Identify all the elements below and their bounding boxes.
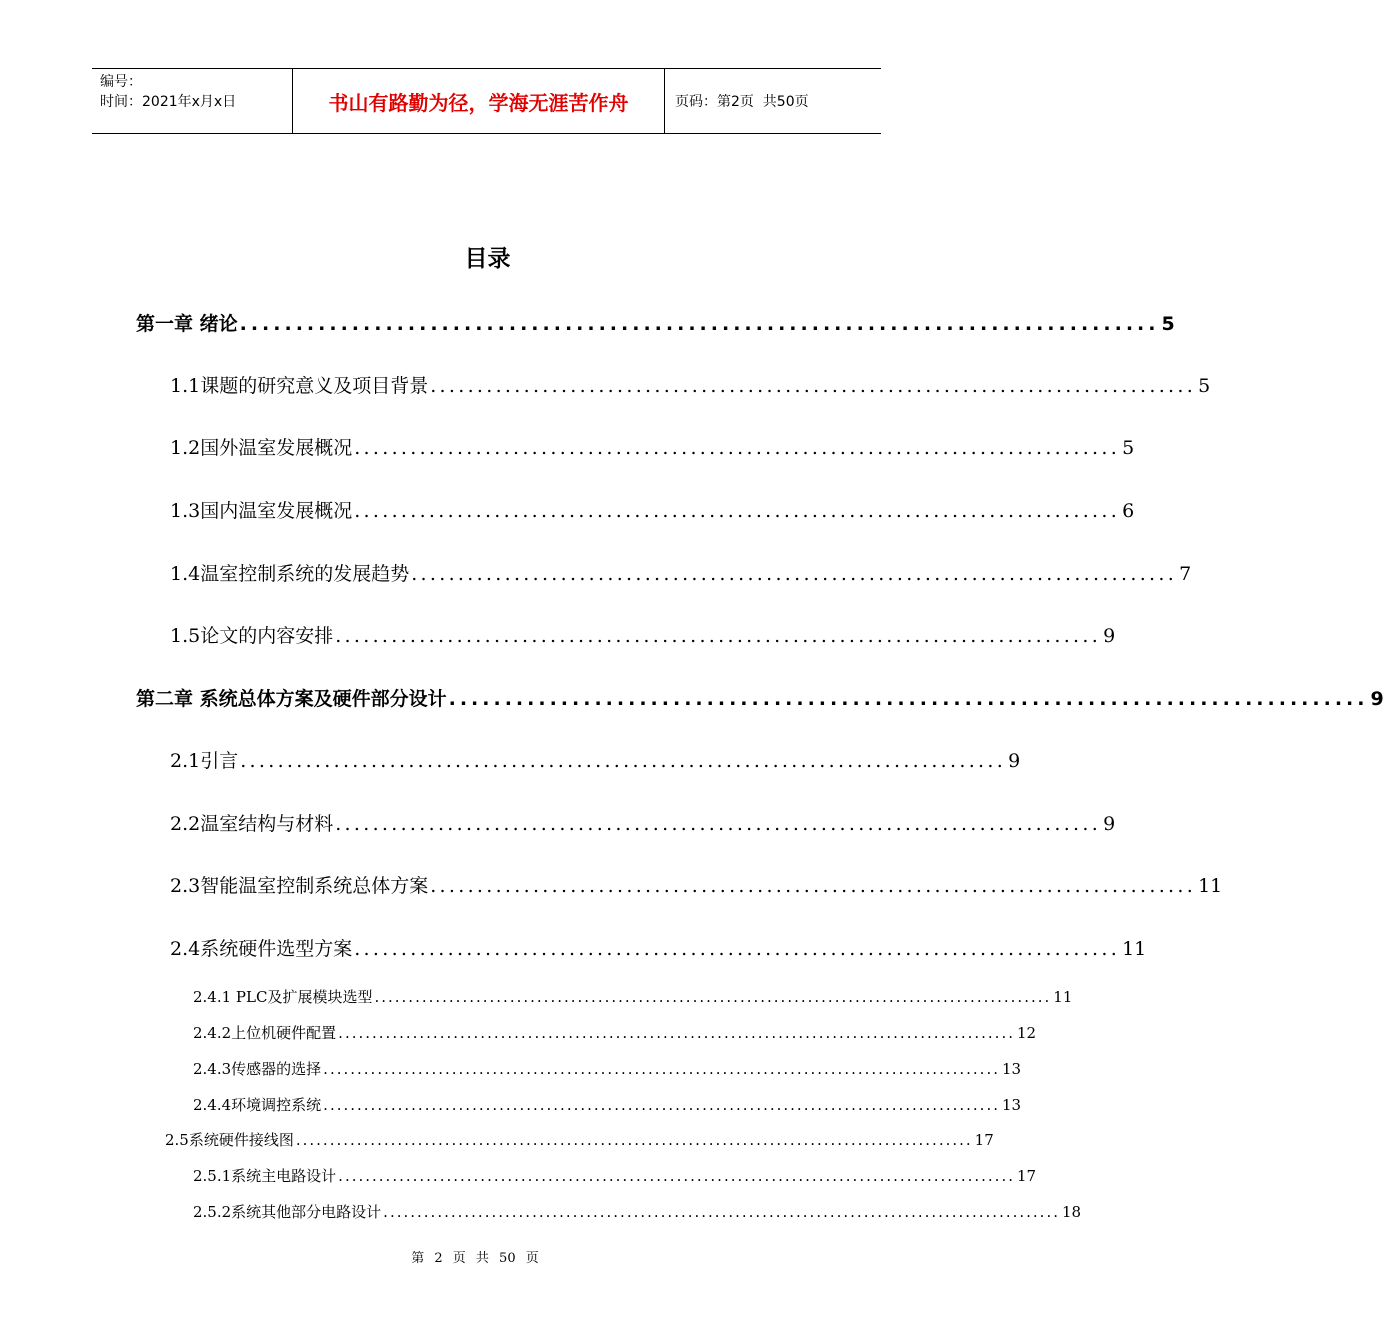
toc-entry-page: 7 [1179, 563, 1192, 585]
toc-entry-page: 5 [1122, 437, 1135, 459]
toc-entry-text: 2.5.1系统主电路设计 [193, 1167, 337, 1185]
toc-entry[interactable] [193, 1094, 1022, 1115]
toc-entry[interactable] [193, 1165, 1037, 1186]
header-right-cell [665, 69, 881, 133]
toc-entry-page: 11 [1198, 875, 1223, 897]
toc-entry[interactable] [170, 934, 1147, 961]
toc-entry-page: 17 [974, 1131, 994, 1149]
toc-entry-page: 9 [1008, 750, 1021, 772]
toc-entry-page: 11 [1122, 938, 1147, 960]
toc-entry[interactable] [193, 1058, 1022, 1079]
toc-leader: .................................................................................. [448, 688, 1369, 710]
toc-leader: .................................................................................. [335, 813, 1102, 835]
toc-entry-page: 9 [1103, 625, 1116, 647]
time-label: 时间：2021年x月x日 [100, 94, 237, 110]
toc-leader: .................................................................................................... [383, 1203, 1060, 1221]
toc-entry-text: 2.4.1 PLC及扩展模块选型 [193, 988, 373, 1006]
page-footer: 第 2 页 共 50 页 [411, 1251, 539, 1266]
toc-leader: .................................................................................. [430, 375, 1197, 397]
toc-leader: .................................................................................. [240, 750, 1007, 772]
toc-entry-text: 2.4.3传感器的选择 [193, 1060, 322, 1078]
toc-entry[interactable] [136, 309, 1175, 336]
toc-entry-text: 2.4.4环境调控系统 [193, 1096, 322, 1114]
toc-entry[interactable] [170, 559, 1192, 586]
toc-entry-page: 6 [1122, 500, 1135, 522]
toc-entry[interactable] [193, 1201, 1082, 1222]
toc-leader: .................................................................................................... [295, 1131, 973, 1149]
header-motto: 书山有路勤为径，学海无涯苦作舟 [293, 69, 665, 133]
toc-entry-text: 2.1引言 [170, 750, 239, 772]
toc-leader: .................................................................................. [354, 938, 1121, 960]
toc-entry[interactable] [170, 496, 1135, 523]
toc-entry-text: 2.4.2上位机硬件配置 [193, 1024, 337, 1042]
toc-leader: .................................................................................. [239, 313, 1160, 335]
toc-entry-page: 13 [1001, 1060, 1022, 1078]
toc-leader: .................................................................................. [354, 500, 1121, 522]
toc-entry-page: 9 [1370, 688, 1384, 710]
toc-entry-text: 2.5.2系统其他部分电路设计 [193, 1203, 382, 1221]
toc-entry-text: 1.3国内温室发展概况 [170, 500, 353, 522]
toc-entry-page: 5 [1198, 375, 1211, 397]
toc-entry[interactable] [170, 809, 1116, 836]
toc-entry-text: 1.4温室控制系统的发展趋势 [170, 563, 410, 585]
toc-title: 目录 [464, 246, 511, 272]
toc-entry[interactable] [193, 986, 1073, 1007]
toc-entry-page: 12 [1016, 1024, 1037, 1042]
toc-entry-page: 18 [1061, 1203, 1082, 1221]
toc-leader: .................................................................................. [354, 437, 1121, 459]
toc-entry[interactable] [170, 371, 1211, 398]
toc-entry-text: 2.4系统硬件选型方案 [170, 938, 353, 960]
toc-entry[interactable] [170, 871, 1223, 898]
toc-entry-text: 第二章 系统总体方案及硬件部分设计 [136, 688, 447, 710]
header-left-cell [92, 69, 293, 133]
toc-entry-page: 5 [1161, 313, 1175, 335]
toc-entry-page: 17 [1016, 1167, 1037, 1185]
toc-entry-text: 2.3智能温室控制系统总体方案 [170, 875, 429, 897]
toc-leader: .................................................................................. [430, 875, 1197, 897]
toc-entry[interactable] [193, 1022, 1037, 1043]
toc-entry-text: 1.5论文的内容安排 [170, 625, 334, 647]
toc-entry[interactable] [170, 746, 1021, 773]
toc-entry-page: 11 [1053, 988, 1073, 1006]
toc-leader: .................................................................................................... [374, 988, 1052, 1006]
toc-entry-text: 2.2温室结构与材料 [170, 813, 334, 835]
toc-entry-page: 13 [1001, 1096, 1022, 1114]
toc-leader: .................................................................................................... [323, 1096, 1000, 1114]
toc-entry-text: 2.5系统硬件接线图 [165, 1131, 294, 1149]
toc-leader: .................................................................................................... [338, 1024, 1015, 1042]
toc-entry[interactable] [170, 433, 1135, 460]
toc-entry-text: 1.1课题的研究意义及项目背景 [170, 375, 429, 397]
toc-leader: .................................................................................................... [323, 1060, 1000, 1078]
toc-entry[interactable] [165, 1129, 994, 1150]
toc-entry-text: 第一章 绪论 [136, 313, 238, 335]
toc-leader: .................................................................................. [335, 625, 1102, 647]
page-info: 页码：第2页 共50页 [675, 94, 809, 110]
toc-leader: .................................................................................. [411, 563, 1178, 585]
toc-entry[interactable] [136, 684, 1384, 711]
toc-entry-text: 1.2国外温室发展概况 [170, 437, 353, 459]
toc-entry[interactable] [170, 621, 1116, 648]
code-label: 编号： [100, 74, 142, 90]
toc-leader: .................................................................................................... [338, 1167, 1015, 1185]
page-header [92, 68, 881, 134]
toc-entry-page: 9 [1103, 813, 1116, 835]
